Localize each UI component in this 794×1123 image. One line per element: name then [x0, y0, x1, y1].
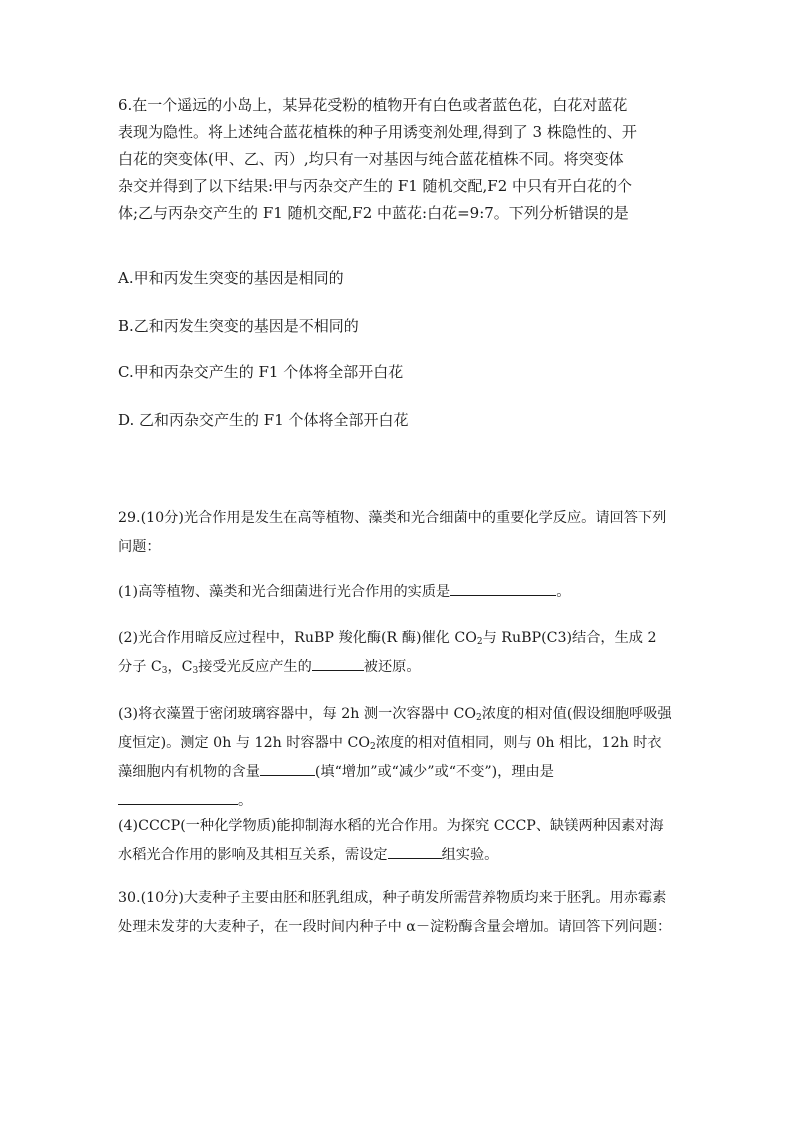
- option-b: B.乙和丙发生突变的基因是不相同的: [118, 317, 359, 335]
- question-29-part-1: [118, 578, 673, 607]
- answer-blank-3[interactable]: [260, 759, 315, 776]
- question-29-part-2: [118, 624, 673, 682]
- part-3-text-d: (填“增加”或“减少”或“不变”)，理由是: [314, 764, 554, 780]
- subscript: 3: [192, 666, 199, 676]
- part-2-text-c: ，C: [167, 659, 193, 675]
- question-29-part-3: [118, 700, 673, 816]
- part-1-text: (1)高等植物、藻类和光合细菌进行光合作用的实质是: [118, 584, 451, 600]
- part-2-text-d: 接受光反应产生的: [198, 659, 312, 675]
- answer-blank-2[interactable]: [312, 654, 364, 671]
- part-4-end: 组实验。: [441, 847, 499, 863]
- subscript: 3: [161, 666, 168, 676]
- part-3-end: 。: [238, 793, 253, 809]
- part-4-text: (4)CCCP(一种化学物质)能抑制海水稻的光合作用。为探究 CCCP、缺镁两种因素对海水稻光合作用的影响及其相互关系，需设定: [118, 818, 664, 863]
- answer-blank-5[interactable]: [388, 842, 442, 859]
- subscript: 2: [476, 637, 483, 647]
- part-1-end: 。: [556, 584, 571, 600]
- option-d: D. 乙和丙杂交产生的 F1 个体将全部开白花: [118, 411, 409, 429]
- part-2-text-a: (2)光合作用暗反应过程中，RuBP 羧化酶(R 酶)催化 CO: [118, 630, 477, 646]
- subscript: 2: [476, 713, 482, 723]
- part-3-text-b: 浓度的相对值(假设细胞呼吸强度恒定)。测定 0h 与 12h 时容器中 CO: [118, 706, 672, 751]
- part-3-text-c: 浓度的相对值相同，则与 0h 相比，12h 时衣藻细胞内有机物的含量: [118, 735, 662, 780]
- part-3-text-a: (3)将衣藻置于密闭玻璃容器中，每 2h 测一次容器中 CO: [118, 706, 477, 722]
- question-29-stem: 29.(10分)光合作用是发生在高等植物、藻类和光合细菌中的重要化学反应。请回答下列问题：: [118, 510, 667, 555]
- question-29-part-4: [118, 812, 673, 870]
- subscript: 2: [370, 742, 376, 752]
- question-30-stem: 30.(10分)大麦种子主要由胚和胚乳组成，种子萌发所需营养物质均来于胚乳。用赤霉素处理未发芽的大麦种子，在一段时间内种子中 α－淀粉酶含量会增加。请回答下列问题：: [118, 890, 672, 935]
- option-a: A.甲和丙发生突变的基因是相同的: [118, 269, 344, 287]
- answer-blank-1[interactable]: [450, 579, 556, 596]
- answer-blank-4[interactable]: [118, 788, 238, 805]
- option-c: C.甲和丙杂交产生的 F1 个体将全部开白花: [118, 363, 404, 381]
- part-2-text-b: 与 RuBP(C3)结合，生成 2 分子 C: [118, 630, 657, 675]
- part-2-end: 被还原。: [363, 659, 421, 675]
- question-6-stem: 6.在一个遥远的小岛上，某异花受粉的植物开有白色或者蓝色花，白花对蓝花表现为隐性。将上述纯合蓝花植株的种子用诱变剂处理,得到了 3 株隐性的、开白花的突变体(甲、乙、丙）,均只有一对基因与纯合蓝花植株不同。将突变体杂交并得到了以下结果:甲与丙杂交产生的 F1 随机交配,F2 中只有开白花的个体;乙与丙杂交产生的 F1 随机交配,F2 中蓝花:白花=9:7。下列分析错误的是: [118, 96, 637, 222]
